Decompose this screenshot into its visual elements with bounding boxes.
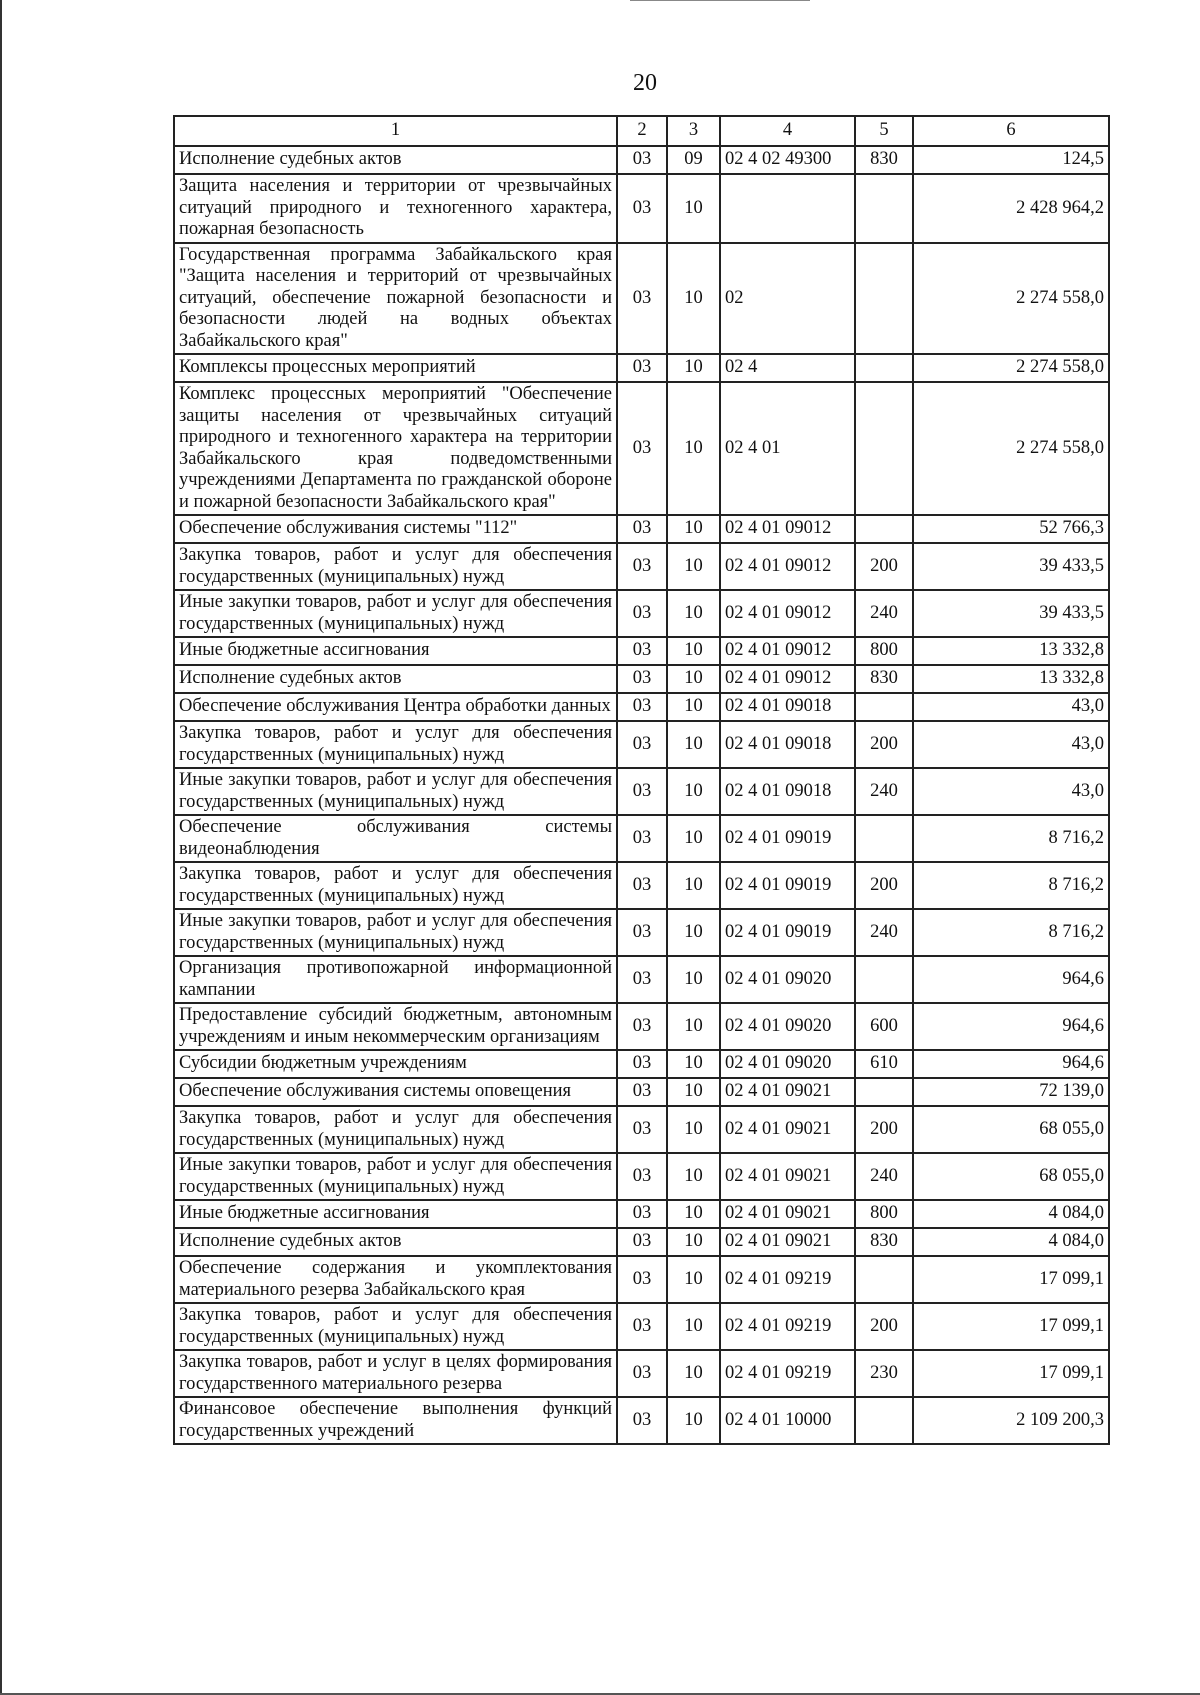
table-row [174,721,1109,768]
row-subsection: 10 [667,862,720,909]
table-row [174,1256,1109,1303]
row-expense-type: 230 [855,1350,913,1397]
row-expense-type [855,515,913,543]
table-row [174,665,1109,693]
table-row [174,862,1109,909]
row-section: 03 [617,1003,667,1050]
row-expense-type: 830 [855,1228,913,1256]
row-expense-type [855,693,913,721]
table-row [174,243,1109,355]
row-amount: 964,6 [913,956,1109,1003]
row-target-code: 02 4 01 09019 [720,909,855,956]
row-target-code: 02 4 01 09018 [720,721,855,768]
row-section: 03 [617,909,667,956]
table-row [174,1050,1109,1078]
row-expense-type: 600 [855,1003,913,1050]
table-row [174,382,1109,515]
table-row [174,1303,1109,1350]
row-name: Комплекс процессных мероприятий "Обеспечение защиты населения от чрезвычайных ситуаций природного и техногенного характера на территории Забайкальского края подведомственными учреждениями Департамента по гражданской обороне и пожарной безопасности Забайкальского края" [174,382,617,515]
row-name: Исполнение судебных актов [174,146,617,174]
table-row [174,956,1109,1003]
row-target-code: 02 4 01 [720,382,855,515]
row-name: Исполнение судебных актов [174,665,617,693]
table-row [174,174,1109,243]
row-subsection: 10 [667,721,720,768]
row-target-code: 02 4 01 09018 [720,768,855,815]
row-amount: 964,6 [913,1050,1109,1078]
row-expense-type: 830 [855,665,913,693]
row-target-code: 02 4 01 09219 [720,1256,855,1303]
row-amount: 8 716,2 [913,862,1109,909]
row-amount: 39 433,5 [913,543,1109,590]
table-row [174,637,1109,665]
row-amount: 68 055,0 [913,1106,1109,1153]
row-subsection: 10 [667,174,720,243]
row-name: Закупка товаров, работ и услуг для обеспечения государственных (муниципальных) нужд [174,1303,617,1350]
row-section: 03 [617,721,667,768]
col-header-target-code: 4 [720,116,855,146]
table-row [174,909,1109,956]
row-target-code: 02 4 01 09021 [720,1228,855,1256]
col-header-subsection: 3 [667,116,720,146]
row-name: Закупка товаров, работ и услуг для обеспечения государственных (муниципальных) нужд [174,721,617,768]
col-header-name: 1 [174,116,617,146]
row-section: 03 [617,590,667,637]
page-number: 20 [633,70,657,96]
table-row [174,1106,1109,1153]
row-name: Обеспечение обслуживания системы видеонаблюдения [174,815,617,862]
row-target-code: 02 4 01 09012 [720,590,855,637]
row-expense-type: 200 [855,1106,913,1153]
row-section: 03 [617,382,667,515]
row-expense-type [855,354,913,382]
row-section: 03 [617,1256,667,1303]
row-amount: 39 433,5 [913,590,1109,637]
row-name: Иные бюджетные ассигнования [174,637,617,665]
row-expense-type [855,1078,913,1106]
budget-table [173,115,1110,1445]
row-section: 03 [617,174,667,243]
row-amount: 43,0 [913,721,1109,768]
row-subsection: 10 [667,590,720,637]
row-name: Обеспечение обслуживания системы "112" [174,515,617,543]
table-row [174,693,1109,721]
header-row [174,116,1109,146]
row-subsection: 10 [667,1256,720,1303]
row-amount: 2 109 200,3 [913,1397,1109,1444]
row-section: 03 [617,768,667,815]
row-expense-type: 240 [855,1153,913,1200]
row-subsection: 09 [667,146,720,174]
row-name: Финансовое обеспечение выполнения функций государственных учреждений [174,1397,617,1444]
row-name: Комплексы процессных мероприятий [174,354,617,382]
row-name: Субсидии бюджетным учреждениям [174,1050,617,1078]
row-subsection: 10 [667,1153,720,1200]
row-section: 03 [617,1200,667,1228]
row-amount: 4 084,0 [913,1200,1109,1228]
row-subsection: 10 [667,1200,720,1228]
row-expense-type: 240 [855,909,913,956]
row-section: 03 [617,1303,667,1350]
table-row [174,815,1109,862]
row-target-code: 02 4 01 09012 [720,543,855,590]
row-expense-type [855,382,913,515]
row-section: 03 [617,1078,667,1106]
row-expense-type: 200 [855,862,913,909]
table-row [174,1350,1109,1397]
row-target-code: 02 4 [720,354,855,382]
row-name: Обеспечение обслуживания системы оповещения [174,1078,617,1106]
table-row [174,1003,1109,1050]
row-target-code: 02 4 01 09012 [720,515,855,543]
row-target-code: 02 4 01 09020 [720,1050,855,1078]
row-section: 03 [617,243,667,355]
row-name: Иные бюджетные ассигнования [174,1200,617,1228]
row-amount: 2 428 964,2 [913,174,1109,243]
row-section: 03 [617,862,667,909]
row-expense-type: 240 [855,768,913,815]
row-subsection: 10 [667,956,720,1003]
row-target-code: 02 4 01 09012 [720,665,855,693]
row-target-code [720,174,855,243]
row-section: 03 [617,146,667,174]
table-row [174,1228,1109,1256]
row-amount: 17 099,1 [913,1303,1109,1350]
row-subsection: 10 [667,909,720,956]
row-name: Иные закупки товаров, работ и услуг для обеспечения государственных (муниципальных) нужд [174,768,617,815]
row-subsection: 10 [667,1050,720,1078]
row-amount: 2 274 558,0 [913,354,1109,382]
row-expense-type [855,956,913,1003]
row-target-code: 02 4 01 09020 [720,956,855,1003]
row-subsection: 10 [667,1078,720,1106]
row-section: 03 [617,354,667,382]
col-header-amount: 6 [913,116,1109,146]
row-target-code: 02 4 01 09020 [720,1003,855,1050]
row-amount: 2 274 558,0 [913,382,1109,515]
row-section: 03 [617,1228,667,1256]
row-expense-type: 830 [855,146,913,174]
row-amount: 2 274 558,0 [913,243,1109,355]
scan-edge-top [630,0,810,1]
row-name: Государственная программа Забайкальского края "Защита населения и территорий от чрезвычайных ситуаций, обеспечение пожарной безопасности и безопасности людей на водных объектах Забайкальского края" [174,243,617,355]
row-target-code: 02 4 01 09021 [720,1078,855,1106]
row-subsection: 10 [667,815,720,862]
row-expense-type: 800 [855,1200,913,1228]
row-subsection: 10 [667,515,720,543]
table-row [174,768,1109,815]
row-amount: 72 139,0 [913,1078,1109,1106]
row-target-code: 02 4 01 09021 [720,1200,855,1228]
row-name: Защита населения и территории от чрезвычайных ситуаций природного и техногенного характера, пожарная безопасность [174,174,617,243]
row-amount: 124,5 [913,146,1109,174]
table-row [174,146,1109,174]
row-name: Обеспечение содержания и укомплектования материального резерва Забайкальского края [174,1256,617,1303]
row-name: Иные закупки товаров, работ и услуг для обеспечения государственных (муниципальных) нужд [174,590,617,637]
row-subsection: 10 [667,1003,720,1050]
col-header-expense-type: 5 [855,116,913,146]
row-name: Закупка товаров, работ и услуг в целях формирования государственного материального резерва [174,1350,617,1397]
row-target-code: 02 4 01 09019 [720,815,855,862]
table-row [174,1153,1109,1200]
row-target-code: 02 [720,243,855,355]
row-subsection: 10 [667,382,720,515]
row-section: 03 [617,665,667,693]
row-subsection: 10 [667,543,720,590]
row-name: Иные закупки товаров, работ и услуг для обеспечения государственных (муниципальных) нужд [174,1153,617,1200]
row-name: Предоставление субсидий бюджетным, автономным учреждениям и иным некоммерческим организациям [174,1003,617,1050]
row-name: Обеспечение обслуживания Центра обработки данных [174,693,617,721]
row-amount: 43,0 [913,693,1109,721]
scan-edge-left [0,0,2,1695]
row-amount: 8 716,2 [913,815,1109,862]
row-amount: 43,0 [913,768,1109,815]
row-expense-type: 200 [855,1303,913,1350]
row-expense-type: 200 [855,721,913,768]
row-amount: 4 084,0 [913,1228,1109,1256]
row-target-code: 02 4 01 09012 [720,637,855,665]
row-section: 03 [617,693,667,721]
row-section: 03 [617,956,667,1003]
table-row [174,1200,1109,1228]
row-expense-type [855,1397,913,1444]
table-row [174,590,1109,637]
row-expense-type [855,174,913,243]
row-name: Организация противопожарной информационной кампании [174,956,617,1003]
row-amount: 13 332,8 [913,665,1109,693]
row-amount: 52 766,3 [913,515,1109,543]
row-name: Закупка товаров, работ и услуг для обеспечения государственных (муниципальных) нужд [174,543,617,590]
row-subsection: 10 [667,768,720,815]
row-section: 03 [617,1397,667,1444]
row-section: 03 [617,543,667,590]
table-body [174,146,1109,1444]
row-section: 03 [617,1350,667,1397]
row-expense-type: 610 [855,1050,913,1078]
row-section: 03 [617,1050,667,1078]
row-amount: 68 055,0 [913,1153,1109,1200]
table-row [174,1078,1109,1106]
row-section: 03 [617,515,667,543]
table-row [174,354,1109,382]
row-target-code: 02 4 01 09219 [720,1303,855,1350]
row-target-code: 02 4 01 09219 [720,1350,855,1397]
row-subsection: 10 [667,1350,720,1397]
table-row [174,515,1109,543]
row-amount: 13 332,8 [913,637,1109,665]
row-amount: 17 099,1 [913,1256,1109,1303]
row-section: 03 [617,1153,667,1200]
row-name: Иные закупки товаров, работ и услуг для обеспечения государственных (муниципальных) нужд [174,909,617,956]
row-subsection: 10 [667,637,720,665]
table-row [174,543,1109,590]
row-expense-type: 200 [855,543,913,590]
row-subsection: 10 [667,665,720,693]
row-expense-type [855,243,913,355]
row-target-code: 02 4 01 09018 [720,693,855,721]
row-expense-type: 240 [855,590,913,637]
row-section: 03 [617,815,667,862]
row-subsection: 10 [667,1397,720,1444]
row-subsection: 10 [667,1106,720,1153]
row-name: Исполнение судебных актов [174,1228,617,1256]
row-name: Закупка товаров, работ и услуг для обеспечения государственных (муниципальных) нужд [174,862,617,909]
row-section: 03 [617,1106,667,1153]
row-subsection: 10 [667,354,720,382]
row-section: 03 [617,637,667,665]
row-name: Закупка товаров, работ и услуг для обеспечения государственных (муниципальных) нужд [174,1106,617,1153]
row-expense-type [855,1256,913,1303]
row-amount: 17 099,1 [913,1350,1109,1397]
row-subsection: 10 [667,1303,720,1350]
row-target-code: 02 4 01 09019 [720,862,855,909]
row-expense-type: 800 [855,637,913,665]
row-subsection: 10 [667,243,720,355]
row-target-code: 02 4 01 10000 [720,1397,855,1444]
row-target-code: 02 4 01 09021 [720,1153,855,1200]
row-amount: 8 716,2 [913,909,1109,956]
row-subsection: 10 [667,1228,720,1256]
row-subsection: 10 [667,693,720,721]
table-header [174,116,1109,146]
row-target-code: 02 4 02 49300 [720,146,855,174]
row-expense-type [855,815,913,862]
row-amount: 964,6 [913,1003,1109,1050]
table-row [174,1397,1109,1444]
col-header-section: 2 [617,116,667,146]
row-target-code: 02 4 01 09021 [720,1106,855,1153]
